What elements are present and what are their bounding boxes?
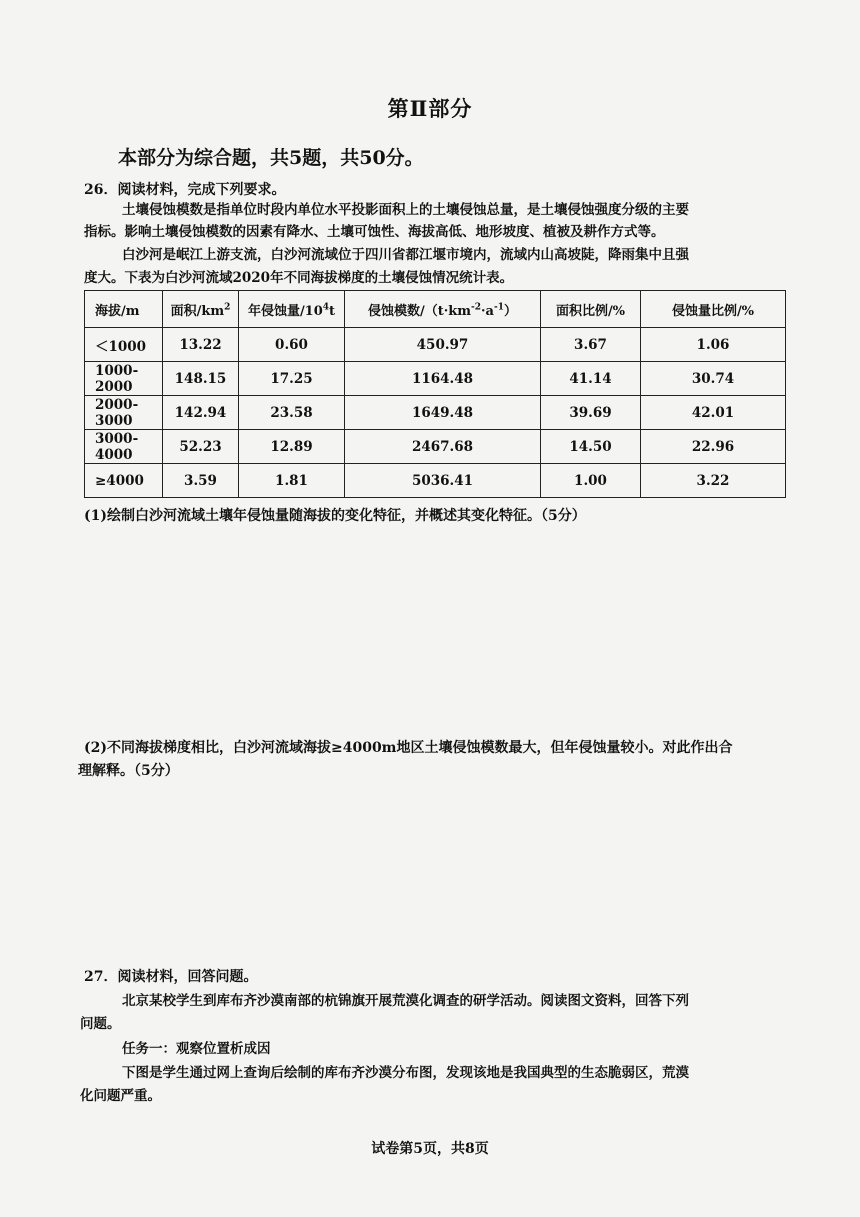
question-26-heading: 26．阅读材料，完成下列要求。 <box>84 182 286 198</box>
cell-area: 142.94 <box>163 396 239 430</box>
header-area <box>163 291 239 328</box>
section-intro: 本部分为综合题，共5题，共50分。 <box>118 147 424 169</box>
cell-erosion-modulus: 1164.48 <box>345 362 541 396</box>
cell-erosion-ratio: 1.06 <box>641 328 786 362</box>
cell-area-ratio: 3.67 <box>541 328 641 362</box>
question-27-heading: 27．阅读材料，回答问题。 <box>84 969 258 985</box>
section-title: 第Ⅱ部分 <box>387 96 473 121</box>
q27-task-1-heading: 任务一：观察位置析成因 <box>122 1041 271 1057</box>
cell-erosion-modulus: 2467.68 <box>345 430 541 464</box>
cell-altitude: ≥4000 <box>85 464 163 498</box>
header-modulus-text: 侵蚀模数/（t·km <box>367 303 472 319</box>
q26-paragraph-1-line-2: 指标。影响土壤侵蚀模数的因素有降水、土壤可蚀性、海拔高低、地形坡度、植被及耕作方式等。 <box>84 224 665 240</box>
q27-paragraph-2-line-1: 下图是学生通过网上查询后绘制的库布齐沙漠分布图，发现该地是我国典型的生态脆弱区，荒漠 <box>122 1065 689 1081</box>
cell-erosion-modulus: 1649.48 <box>345 396 541 430</box>
cell-erosion-ratio: 22.96 <box>641 430 786 464</box>
header-area-text: 面积/km <box>170 303 225 319</box>
table-row <box>85 396 786 430</box>
table-row <box>85 464 786 498</box>
header-annual-erosion-text: 年侵蚀量/10 <box>247 303 323 319</box>
cell-annual-erosion: 0.60 <box>239 328 345 362</box>
cell-annual-erosion: 1.81 <box>239 464 345 498</box>
header-annual-erosion <box>239 291 345 328</box>
q26-paragraph-2-line-1: 白沙河是岷江上游支流，白沙河流域位于四川省都江堰市境内，流域内山高坡陡，降雨集中且强 <box>122 247 689 263</box>
header-modulus-sup1: -2 <box>471 302 482 313</box>
q26-paragraph-1-line-1: 土壤侵蚀模数是指单位时段内单位水平投影面积上的土壤侵蚀总量，是土壤侵蚀强度分级的主要 <box>122 202 689 218</box>
header-modulus-tail: ） <box>503 303 517 319</box>
cell-annual-erosion: 12.89 <box>239 430 345 464</box>
q27-paragraph-1-line-1: 北京某校学生到库布齐沙漠南部的杭锦旗开展荒漠化调查的研学活动。阅读图文资料，回答下列 <box>122 993 689 1009</box>
header-area-ratio: 面积比例/% <box>541 291 641 328</box>
cell-area: 3.59 <box>163 464 239 498</box>
cell-area: 52.23 <box>163 430 239 464</box>
cell-annual-erosion: 17.25 <box>239 362 345 396</box>
cell-erosion-ratio: 30.74 <box>641 362 786 396</box>
cell-area-ratio: 14.50 <box>541 430 641 464</box>
cell-altitude: 2000-3000 <box>85 396 163 430</box>
q26-subquestion-2-line-2: 理解释。（5分） <box>78 763 179 779</box>
erosion-table <box>84 290 786 498</box>
header-modulus-sup2: -1 <box>493 302 504 313</box>
cell-area-ratio: 41.14 <box>541 362 641 396</box>
q26-subquestion-2-line-1: (2)不同海拔梯度相比，白沙河流域海拔≥4000m地区土壤侵蚀模数最大，但年侵蚀量较小。对此作出合 <box>84 740 733 756</box>
cell-erosion-ratio: 42.01 <box>641 396 786 430</box>
cell-altitude: ＜1000 <box>85 328 163 362</box>
cell-area-ratio: 39.69 <box>541 396 641 430</box>
header-annual-erosion-sup: 4 <box>322 302 330 313</box>
table-header-row <box>85 291 786 328</box>
cell-erosion-modulus: 5036.41 <box>345 464 541 498</box>
cell-altitude: 3000-4000 <box>85 430 163 464</box>
header-modulus-mid: ·a <box>481 303 494 319</box>
header-altitude: 海拔/m <box>85 291 163 328</box>
table-row <box>85 430 786 464</box>
cell-erosion-modulus: 450.97 <box>345 328 541 362</box>
table-row <box>85 362 786 396</box>
q27-paragraph-1-line-2: 问题。 <box>80 1016 121 1032</box>
header-erosion-ratio: 侵蚀量比例/% <box>641 291 786 328</box>
q26-subquestion-1: (1)绘制白沙河流域土壤年侵蚀量随海拔的变化特征，并概述其变化特征。（5分） <box>84 508 586 524</box>
cell-altitude: 1000-2000 <box>85 362 163 396</box>
header-annual-erosion-tail: t <box>329 303 336 319</box>
q26-paragraph-2-line-2: 度大。下表为白沙河流域2020年不同海拔梯度的土壤侵蚀情况统计表。 <box>84 270 514 286</box>
header-area-sup: 2 <box>224 302 231 313</box>
cell-area: 13.22 <box>163 328 239 362</box>
cell-erosion-ratio: 3.22 <box>641 464 786 498</box>
header-erosion-modulus <box>345 291 541 328</box>
cell-annual-erosion: 23.58 <box>239 396 345 430</box>
q27-paragraph-2-line-2: 化问题严重。 <box>80 1088 161 1104</box>
table-row <box>85 328 786 362</box>
page-footer: 试卷第5页，共8页 <box>371 1141 489 1157</box>
cell-area-ratio: 1.00 <box>541 464 641 498</box>
cell-area: 148.15 <box>163 362 239 396</box>
